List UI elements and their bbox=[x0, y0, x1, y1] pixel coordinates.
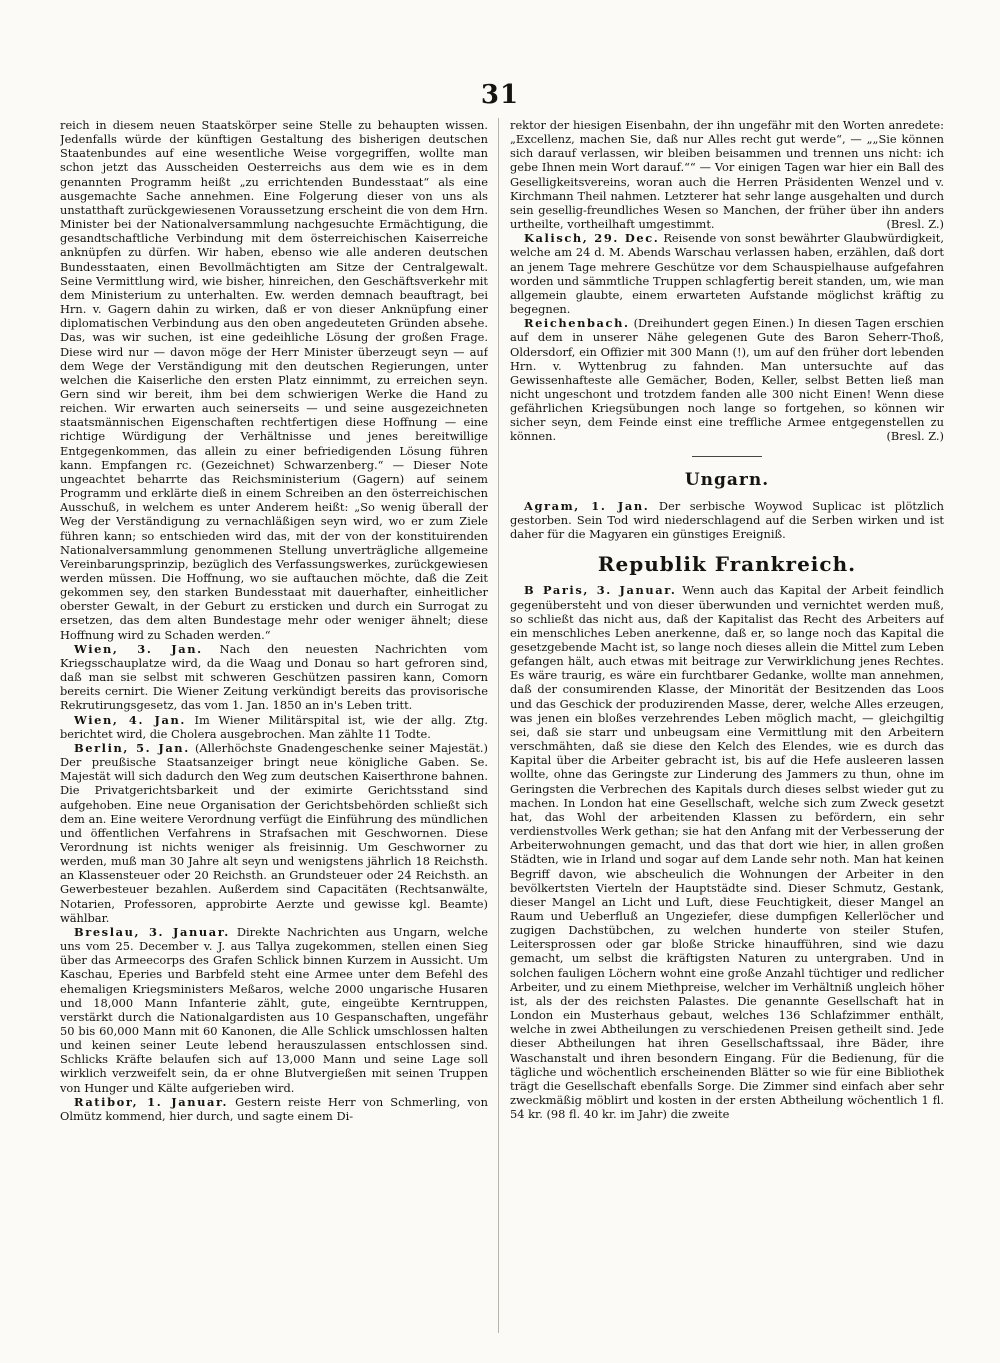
paragraph-text: Nach den neuesten Nachrichten vom Kriegsschauplatze wird, da die Waag und Donau so hart gefroren sind, daß man sie selbst mit schweren Geschützen passiren kann, Comorn bereits cernirt. Die Wiener Zeitung verkündigt bereits das provisorische Rekrutirungsgesetz, das vom 1. Jan. 1850 an in's Leben tritt. bbox=[60, 641, 488, 713]
paragraph-text: Wenn auch das Kapital der Arbeit feindlich gegenübersteht und von dieser überwunden und vernichtet werden muß, so schließt das nicht aus, daß der Kapitalist das Recht des Arbeiters auf ein menschliches Leben anerkenne, daß er, so lange noch das Kapital die gesetzgebende Macht ist, so lange noch dieses allein die Mittel zum Leben gefangen hält, auch etwas mit beitrage zur Verwirklichung jenes Rechtes. Es wäre traurig, es wäre ein furchtbarer Gedanke, wollte man annehmen, daß der consumirenden Klasse, der Minorität der Besitzenden das Loos und das Geschick der produzirenden Masse, derer, welche Alles erzeugen, was jenen ein bloßes verzehrendes Leben möglich macht, — gleichgiltig sei, daß sie starr und unbeugsam eine Vermittlung mit den Arbeitern verschmähten, daß sie diese den Kelch des Elendes, wie es durch das Kapital über die Arbeiter gebracht ist, bis auf die Hefe ausleeren lassen wollte, ohne das Geringste zur Linderung des Jammers zu thun, ohne im Geringsten die Verbrechen des Kapitals durch dieses selbst wieder gut zu machen. In London hat eine Gesellschaft, welche sich zum Zweck gesetzt hat, das Wohl der arbeitenden Klassen zu befördern, ein sehr verdienstvolles Werk gethan; sie hat den Anfang mit der Verbesserung der Arbeiterwohnungen gemacht, und das that dort wie hier, in allen großen Städten, wie in Irland und sogar auf dem Lande sehr noth. Man hat keinen Begriff davon, wie abscheulich die Wohnungen der Arbeiter in den bevölkertsten Vierteln der Hauptstädte sind. Dieser Schmutz, Gestank, dieser Mangel an Licht und Luft, diese Feuchtigkeit, dieser Mangel an Raum und Ueberfluß an Ungeziefer, diese dumpfigen Kellerlöcher und zugigen Dachstübchen, zu welchen hunderte von steiler Stufen, Leitersprossen oder gar bloße Stricke hinaufführen, sind wie dazu gemacht, um selbst die kräftigsten Naturen zu untergraben. Und in solchen fauligen Löchern wohnt eine große Anzahl tüchtiger und redlicher Arbeiter, und zu einem Miethpreise, welcher im Verhältniß ungleich höher ist, als der des reichsten Palastes. Die genannte Gesellschaft hat in London ein Musterhaus gebaut, welches 136 Schlafzimmer enthält, welche in zwei Abtheilungen zu verschiedenen Preisen getheilt sind. Jede dieser Abtheilungen hat ihren Gesellschaftssaal, ihre Bäder, ihre Waschanstalt und ihren besondern Eingang. Für die Bedienung, für die tägliche und wöchentlich erscheinenden Blätter so wie für eine Bibliothek trägt die Gesellschaft ebenfalls Sorge. Die Zimmer sind einfach aber sehr zweckmäßig möblirt und kosten in der ersten Abtheilung wöchentlich 1 fl. 54 kr. (98 fl. 40 kr. im Jahr) die zweite bbox=[510, 583, 944, 1122]
dateline: Wien, 3. Jan. bbox=[74, 641, 203, 656]
dateline: Agram, 1. Jan. bbox=[524, 498, 650, 513]
paragraph-text: (Allerhöchste Gnadengeschenke seiner Majestät.) Der preußische Staatsanzeiger bringt neue königliche Gaben. Se. Majestät will sich dadurch den Weg zum deutschen Kaiserthrone bahnen. Die Privatgerichtsbarkeit und der eximirte Gerichtsstand sind aufgehoben. Eine neue Organisation der Gerichtsbehörden schließt sich dem an. Eine weitere Verordnung verfügt die Einführung des mündlichen und öffentlichen Verfahrens in Strafsachen mit Geschwornen. Diese Verordnung ist nichts weniger als freisinnig. Um Geschworner zu werden, muß man 30 Jahre alt seyn und wenigstens jährlich 18 Reichsth. an Klassensteuer oder 20 Reichsth. an Grundsteuer oder 24 Reichsth. an Gewerbesteuer bezahlen. Außerdem sind Capacitäten (Rechtsanwälte, Notarien, Professoren, approbirte Aerzte und gewisse kgl. Beamte) wählbar. bbox=[60, 740, 488, 925]
section-heading-frankreich: Republik Frankreich. bbox=[597, 552, 857, 577]
article-paragraph bbox=[60, 713, 488, 741]
paragraph-text: (Dreihundert gegen Einen.) In diesen Tagen erschien auf dem in unserer Nähe gelegenen Gute des Baron Seherr-Thoß, Oldersdorf, ein Offizier mit 300 Mann (!), um auf den früher dort lebenden Hrn. v. Wyttenbrug zu fahnden. Man untersuchte auf das Gewissenhafteste alle Gemächer, Boden, Keller, selbst Betten ließ man nicht ungeschont und trotzdem fanden alle 300 nicht Einen! Wenn diese gefährlichen Kriegsübungen noch lange so fortgehen, so können wir sicher seyn, dem Feinde einst eine treffliche Armee entgegenstellen zu können. bbox=[510, 316, 944, 444]
paragraph-text: Gestern reiste Herr von Schmerling, von Olmütz kommend, hier durch, und sagte einem Di- bbox=[60, 1094, 488, 1123]
article-paragraph bbox=[510, 316, 944, 443]
dateline: Ratibor, 1. Januar. bbox=[74, 1094, 229, 1109]
dateline: Kalisch, 29. Dec. bbox=[524, 231, 660, 246]
dateline: Wien, 4. Jan. bbox=[74, 712, 186, 727]
article-paragraph bbox=[60, 642, 488, 713]
article-paragraph bbox=[510, 118, 944, 231]
paragraph-text: rektor der hiesigen Eisenbahn, der ihn ungefähr mit den Worten anredete: „Excellenz, machen Sie, daß nur Alles recht gut werde“, — „„Sie können sich darauf verlassen, wir bleiben beisammen und trennen uns nicht: ich gebe Ihnen mein Wort darauf.““ — Vor einigen Tagen war hier ein Ball des Geselligkeitsvereins, woran auch die Herren Präsidenten Wenzel und v. Kirchmann Theil nahmen. Letzterer hat sehr lange ausgehalten und durch sein gesellig-freundliches Wesen so Manchen, der früher über ihn anders urtheilte, vortheilhaft umgestimmt. bbox=[510, 118, 944, 232]
dateline: Breslau, 3. Januar. bbox=[74, 924, 230, 939]
article-paragraph bbox=[60, 118, 488, 642]
article-paragraph bbox=[510, 499, 944, 541]
section-heading-ungarn: Ungarn. bbox=[684, 469, 770, 490]
section-divider bbox=[692, 456, 762, 457]
article-paragraph bbox=[60, 1095, 488, 1123]
paragraph-text: Im Wiener Militärspital ist, wie der allg. Ztg. berichtet wird, die Cholera ausgebrochen. Man zählte 11 Todte. bbox=[60, 712, 488, 741]
dateline: Berlin, 5. Jan. bbox=[74, 740, 190, 755]
dateline: Reichenbach. bbox=[524, 316, 630, 331]
dateline: B Paris, 3. Januar. bbox=[524, 583, 677, 598]
page-number: 31 bbox=[480, 80, 520, 110]
paragraph-text: reich in diesem neuen Staatskörper seine Stelle zu behaupten wissen. Jedenfalls würde der künftigen Gestaltung des bisherigen deutschen Staatenbundes auf eine wesentliche Weise vorgegriffen, wollte man schon jetzt das Ausscheiden Oesterreichs aus dem wie es in dem genannten Programm heißt „zu errichtenden Bundesstaat“ als eine ausgemachte Sache annehmen. Eine Folgerung dieser von uns als unstatthaft zurückgewiesenen Voraussetzung erscheint die von dem Hrn. Minister bei der Nationalversammlung nachgesuchte Ermächtigung, die gesandtschaftliche Verbindung mit dem österreichischen Kaiserreiche anknüpfen zu dürfen. Wir haben, ebenso wie alle anderen deutschen Bundesstaaten, einen Bevollmächtigten am Sitze der Centralgewalt. Seine Vermittlung wird, wie bisher, hinreichen, den Geschäftsverkehr mit dem Ministerium zu unterhalten. Ew. werden demnach beauftragt, bei Hrn. v. Gagern dahin zu wirken, daß er von dieser Anknüpfung einer diplomatischen Verbindung aus den oben angedeuteten Gründen absehe. Das, was wir suchen, ist eine gedeihliche Lösung der großen Frage. Diese wird nur — davon möge der Herr Minister überzeugt seyn — auf dem Wege der Verständigung mit den deutschen Regierungen, unter welchen die Kaiserliche den ersten Platz einnimmt, zu erreichen seyn. Gern sind wir bereit, ihm bei dem schwierigen Werke die Hand zu reichen. Wir erwarten auch seinerseits — und seine ausgezeichneten staatsmännischen Eigenschaften rechtfertigen diese Hoffnung — eine richtige Würdigung der Verhältnisse und jenes bereitwillige Entgegenkommen, das allein zu einer befriedigenden Lösung führen kann. Empfangen rc. (Gezeichnet) Schwarzenberg.“ — Dieser Note ungeachtet beharrte das Reichsministerium (Gagern) auf seinem Programm und erklärte dieß in einem Schreiben an den österreichischen Ausschuß, in welchem es unter Anderem heißt: „So wenig überall der Weg der Verständigung zu vernachläßigen seyn wird, wo er zum Ziele führen kann; so entschieden wird das, mit der von der konstituirenden Nationalversammlung genommenen Stellung unverträgliche allgemeine Vereinbarungsprinzip, bezüglich des Verfassungswerkes, zurückgewiesen werden müssen. Die Hoffnung, wo sie auftauchen möchte, daß die Zeit gekommen sey, den starken Bundesstaat mit dauerhafter, einheitlicher oberster Gewalt, in der Geburt zu ersticken und durch ein Surrogat zu ersetzen, das dem alten Bundestage mehr oder weniger ähnelt; diese Hoffnung wird zu Schaden werden.“ bbox=[60, 118, 488, 642]
article-paragraph bbox=[510, 583, 944, 1121]
left-column bbox=[60, 118, 488, 1338]
source-citation: (Bresl. Z.) bbox=[886, 429, 944, 444]
article-paragraph bbox=[60, 741, 488, 925]
right-column bbox=[510, 118, 944, 1338]
article-paragraph bbox=[60, 925, 488, 1095]
source-citation: (Bresl. Z.) bbox=[886, 217, 944, 232]
paragraph-text: Reisende von sonst bewährter Glaubwürdigkeit, welche am 24 d. M. Abends Warschau verlassen haben, erzählen, daß dort an jenem Tage mehrere Geschütze vor dem Schauspielhause aufgefahren worden und sämmtliche Truppen schlagfertig bereit standen, um, wie man allgemein glaubte, einem erwarteten Aufstande möglichst kräftig zu begegnen. bbox=[510, 231, 944, 317]
paragraph-text: Der serbische Woywod Suplicac ist plötzlich gestorben. Sein Tod wird niederschlagend auf die Serben wirken und ist daher für die Magyaren ein günstiges Ereigniß. bbox=[510, 498, 944, 542]
article-paragraph bbox=[510, 231, 944, 316]
column-divider bbox=[498, 118, 499, 1333]
paragraph-text: Direkte Nachrichten aus Ungarn, welche uns vom 25. December v. J. aus Tallya zugekommen, stellen einen Sieg über das Armeecorps des Grafen Schlick binnen Kurzem in Aussicht. Um Kaschau, Eperies und Barbfeld steht eine Armee unter dem Befehl des ehemaligen Kriegsministers Meßaros, welche 2000 ungarische Husaren und 18,000 Mann Infanterie zählt, gute, eingeübte Kerntruppen, verstärkt durch die Nationalgardisten aus 10 Gespanschaften, ungefähr 50 bis 60,000 Mann mit 60 Kanonen, die Alle Schlick umschlossen halten und keinen seiner Leute lebend herauszulassen entschlossen sind. Schlicks Kräfte belaufen sich auf 13,000 Mann und seine Lage soll wirklich verzweifelt sein, da er ohne Blutvergießen mit seinen Truppen von Hunger und Kälte aufgerieben wird. bbox=[60, 924, 488, 1095]
